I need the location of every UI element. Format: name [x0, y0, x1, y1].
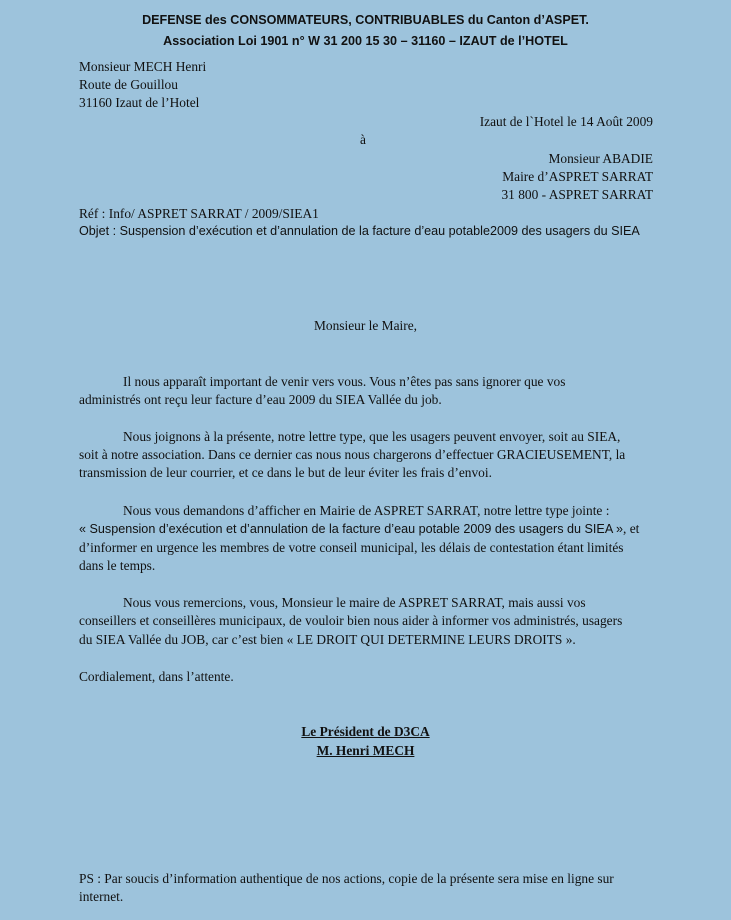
paragraph-4-line-2: conseillers et conseillères municipaux, de vouloir bien nous aider à informer vos administrés, usagers [79, 613, 623, 628]
association-header-line2: Association Loi 1901 n° W 31 200 15 30 – 31160 – IZAUT de l’HOTEL [163, 34, 568, 48]
paragraph-2-line-2: soit à notre association. Dans ce dernier cas nous nous chargerons d’effectuer GRACIEUSEMENT, la [79, 447, 626, 462]
paragraph-3-line-2 [79, 520, 639, 538]
closing: Cordialement, dans l’attente. [79, 669, 234, 684]
paragraph-1-line-1: Il nous apparaît important de venir vers vous. Vous n’êtes pas sans ignorer que vos [123, 374, 566, 389]
object-line: Objet : Suspension d’exécution et d’annulation de la facture d’eau potable2009 des usagers du SIEA [79, 224, 640, 238]
recipient-city: 31 800 - ASPRET SARRAT [501, 187, 653, 202]
recipient-title: Maire d’ASPRET SARRAT [502, 169, 653, 184]
paragraph-4-line-1: Nous vous remercions, vous, Monsieur le maire de ASPRET SARRAT, mais aussi vos [123, 595, 586, 610]
paragraph-4-line-3: du SIEA Vallée du JOB, car c’est bien « LE DROIT QUI DETERMINE LEURS DROITS ». [79, 632, 576, 647]
sender-street: Route de Gouillou [79, 77, 178, 92]
paragraph-2-line-1: Nous joignons à la présente, notre lettre type, que les usagers peuvent envoyer, soit au SIEA, [123, 429, 621, 444]
sender-name: Monsieur MECH Henri [79, 59, 207, 74]
reference-line [79, 205, 319, 222]
paragraph-1-line-2: administrés ont reçu leur facture d’eau 2009 du SIEA Vallée du job. [79, 392, 442, 407]
association-header-line1: DEFENSE des CONSOMMATEURS, CONTRIBUABLES du Canton d’ASPET. [142, 13, 589, 27]
salutation: Monsieur le Maire, [313, 318, 417, 333]
postscript-line-1: PS : Par soucis d’information authentique de nos actions, copie de la présente sera mise en ligne sur [79, 871, 614, 886]
letter-date-place: Izaut de l`Hotel le 14 Août 2009 [479, 114, 653, 129]
signature-name: M. Henri MECH [316, 743, 415, 758]
recipient-name: Monsieur ABADIE [548, 151, 653, 166]
postscript-line-2: internet. [79, 889, 124, 904]
letter-type-title-quote: « Suspension d’exécution et d’annulation de la facture d’eau potable 2009 des usagers du SIEA » [79, 522, 624, 536]
sender-city: 31160 Izaut de l’Hotel [79, 95, 200, 110]
to-word: à [360, 132, 366, 147]
reference-value: Info/ ASPRET SARRAT / 2009/SIEA1 [108, 206, 319, 221]
reference-label: Réf : [79, 206, 109, 221]
paragraph-3-line-2-tail: , et [623, 521, 640, 536]
paragraph-3-line-4: dans le temps. [79, 558, 156, 573]
paragraph-3-line-1: Nous vous demandons d’afficher en Mairie de ASPRET SARRAT, notre lettre type jointe : [123, 503, 610, 518]
paragraph-3-line-3: d’informer en urgence les membres de votre conseil municipal, les délais de contestation étant limités [79, 540, 624, 555]
signature-title: Le Président de D3CA [301, 724, 430, 739]
paragraph-2-line-3: transmission de leur courrier, et ce dans le but de leur éviter les frais d’envoi. [79, 465, 492, 480]
